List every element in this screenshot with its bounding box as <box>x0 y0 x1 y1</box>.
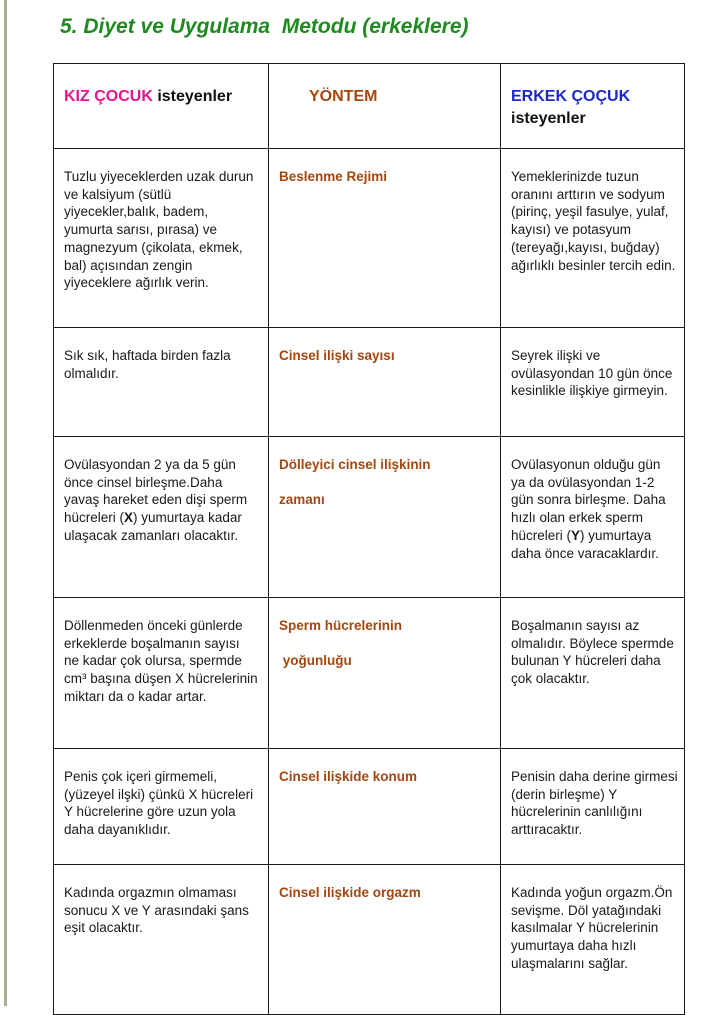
header-boy-highlight: ERKEK ÇOÇUK <box>511 88 631 105</box>
header-method-cell <box>269 64 501 149</box>
section-heading: 5. Diyet ve Uygulama Metodu (erkeklere) <box>60 15 469 38</box>
method-line-1: Dölleyici cinsel ilişkinin <box>279 457 431 472</box>
boy-text <box>501 437 684 562</box>
boy-text-part: Ovülasyonun olduğu gün ya da ovülasyondan 1-2 gün sonra birleşme. Daha hızlı olan erkek sperm hücreleri ( <box>511 457 666 543</box>
table-row <box>54 328 685 437</box>
header-girl-highlight: KIZ ÇOCUK <box>64 88 153 105</box>
boy-text: Seyrek ilişki ve ovülasyondan 10 gün önce kesinlikle ilişkiye girmeyin. <box>511 348 673 399</box>
method-line-2: zamanı <box>279 491 325 507</box>
table-row <box>54 598 685 749</box>
table-row <box>54 865 685 1015</box>
method-line-1: Sperm hücrelerinin <box>279 618 403 633</box>
boy-text: Penisin daha derine girmesi (derin birleşme) Y hücrelerinin canlılığını arttıracaktır. <box>511 769 678 838</box>
method-line-1: Cinsel ilişkide orgazm <box>279 885 421 900</box>
table-header-row <box>54 64 685 149</box>
girl-text: Penis çok içeri girmemeli, (yüzeyel ilşki) çünkü X hücreleri Y hücrelerine göre uzun yola daha dayanıklıdır. <box>64 769 254 838</box>
table-row <box>54 437 685 598</box>
header-boy-cell <box>501 64 685 149</box>
boy-text: Boşalmanın sayısı az olmalıdır. Böylece spermde bulunan Y hücreleri daha çok olacaktır. <box>511 618 674 687</box>
left-border-rule <box>4 0 7 1006</box>
method-line-1: Cinsel ilişkide konum <box>279 769 418 784</box>
header-girl-cell <box>54 64 269 149</box>
method-text <box>269 149 500 186</box>
method-text <box>269 749 500 786</box>
girl-text: Sık sık, haftada birden fazla olmalıdır. <box>64 348 231 381</box>
method-text <box>269 328 500 365</box>
boy-text: Yemeklerinizde tuzun oranını arttırın ve sodyum (pirinç, yeşil fasulye, yulaf, kayısı) ve potasyum (tereyağı,kayısı, buğday) ağırlıklı besinler tercih edin. <box>511 169 676 273</box>
method-text <box>269 865 500 902</box>
table-row <box>54 749 685 865</box>
method-line-1: Beslenme Rejimi <box>279 169 388 184</box>
boy-text: Kadında yoğun orgazm.Ön sevişme. Döl yatağındaki kasılmalar Y hücrelerinin yumurtaya daha hızlı ulaşmalarını sağlar. <box>511 885 673 971</box>
boy-text-part: ) yumurtaya daha önce varacaklardır. <box>511 527 659 561</box>
method-text <box>269 437 500 508</box>
method-line-2: yoğunluğu <box>279 652 352 668</box>
method-line-1: Cinsel ilişki sayısı <box>279 348 395 363</box>
method-text <box>269 598 500 669</box>
comparison-table <box>53 63 685 1015</box>
header-boy-rest: isteyenler <box>511 110 586 127</box>
girl-text-part: Ovülasyondan 2 ya da 5 gün önce cinsel birleşme.Daha yavaş hareket eden dişi sperm hücreleri ( <box>64 457 248 526</box>
table-row <box>54 149 685 328</box>
girl-text <box>54 437 268 545</box>
girl-text-part: ) yumurtaya kadar ulaşacak zamanları olacaktır. <box>64 510 242 543</box>
girl-text: Döllenmeden önceki günlerde erkeklerde boşalmanın sayısı ne kadar çok olursa, spermde cm³ başına düşen X hücrelerinin miktarı da o kadar artar. <box>64 618 258 704</box>
header-method: YÖNTEM <box>309 88 378 105</box>
x-symbol: X <box>124 510 134 526</box>
y-symbol: Y <box>571 527 581 543</box>
header-girl-rest: isteyenler <box>152 88 233 105</box>
girl-text: Tuzlu yiyeceklerden uzak durun ve kalsiyum (sütlü yiyecekler,balık, badem, yumurta sarısı, pırasa) ve magnezyum (çikolata, ekmek, bal) açısından zengin yiyeceklere ağırlık verin. <box>64 169 254 291</box>
girl-text: Kadında orgazmın olmaması sonucu X ve Y arasındaki şans eşit olacaktır. <box>64 885 249 936</box>
